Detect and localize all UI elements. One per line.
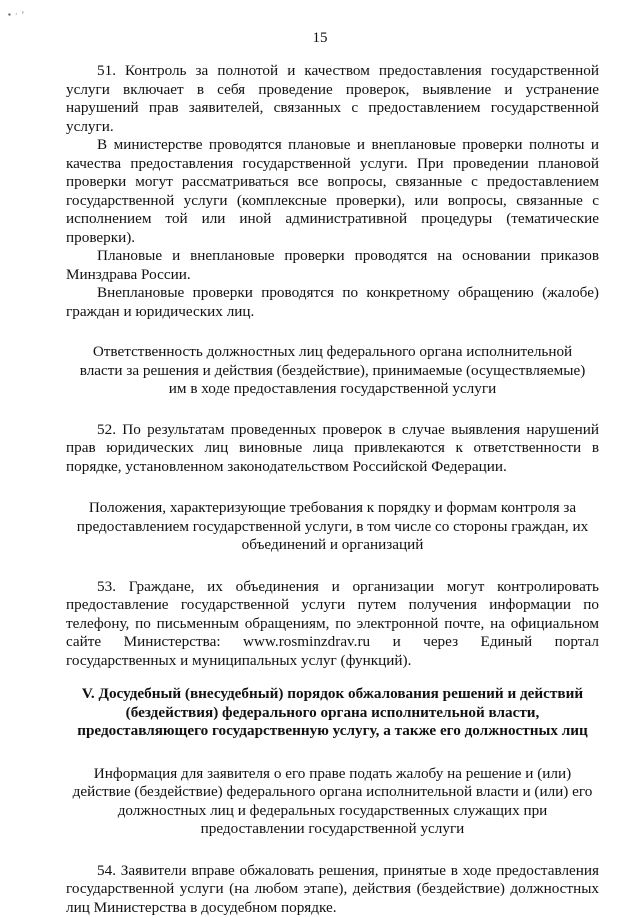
- page-number: 15: [0, 30, 640, 47]
- subheading-complaint-information: Информация для заявителя о его праве подать жалобу на решение и (или) действие (бездействие) федерального органа исполнительной власти и (или) его должностных лиц и федеральных государственных служащих при предоставлении государственной услуги: [66, 765, 599, 839]
- subheading-responsibility: Ответственность должностных лиц федерального органа исполнительной власти за решения и действия (бездействие), принимаемые (осуществляемые) им в ходе предоставления государственной услуги: [66, 343, 599, 399]
- paragraph-51-basis: Плановые и внеплановые проверки проводятся на основании приказов Минздрава России.: [66, 247, 599, 284]
- paragraph-51: 51. Контроль за полнотой и качеством предоставления государственной услуги включает в себя проведение проверок, выявление и устранение нарушений прав заявителей, связанных с предоставлением государственной услуги.: [66, 62, 599, 136]
- scan-artifact: ▪ · ’: [8, 10, 25, 19]
- paragraph-52: 52. По результатам проведенных проверок в случае выявления нарушений прав юридических лиц виновные лица привлекаются к ответственности в порядке, установленном законодательством Российской Федерации.: [66, 421, 599, 477]
- paragraph-54: 54. Заявители вправе обжаловать решения, принятые в ходе предоставления государственной услуги (на любом этапе), действия (бездействие) должностных лиц Министерства в досудебном порядке.: [66, 862, 599, 917]
- paragraph-51-unscheduled: Внеплановые проверки проводятся по конкретному обращению (жалобе) граждан и юридических лиц.: [66, 284, 599, 321]
- subheading-control-requirements: Положения, характеризующие требования к порядку и формам контроля за предоставлением государственной услуги, в том числе со стороны граждан, их объединений и организаций: [66, 499, 599, 555]
- section-v-heading: V. Досудебный (внесудебный) порядок обжалования решений и действий (бездействия) федерального органа исполнительной власти, предоставляющего государственную услугу, а также его должностных лиц: [66, 685, 599, 741]
- paragraph-51-inspections: В министерстве проводятся плановые и внеплановые проверки полноты и качества предоставления государственной услуги. При проведении плановой проверки могут рассматриваться все вопросы, связанные с предоставлением государственной услуги (комплексные проверки), или вопросы, связанные с исполнением той или иной административной процедуры (тематические проверки).: [66, 136, 599, 247]
- paragraph-53: 53. Граждане, их объединения и организации могут контролировать предоставление государственной услуги путем получения информации по телефону, по письменным обращениям, по электронной почте, на официальном сайте Министерства: www.rosminzdrav.ru и через Единый портал государственных и муниципальных услуг (функций).: [66, 578, 599, 671]
- document-body: [66, 62, 599, 917]
